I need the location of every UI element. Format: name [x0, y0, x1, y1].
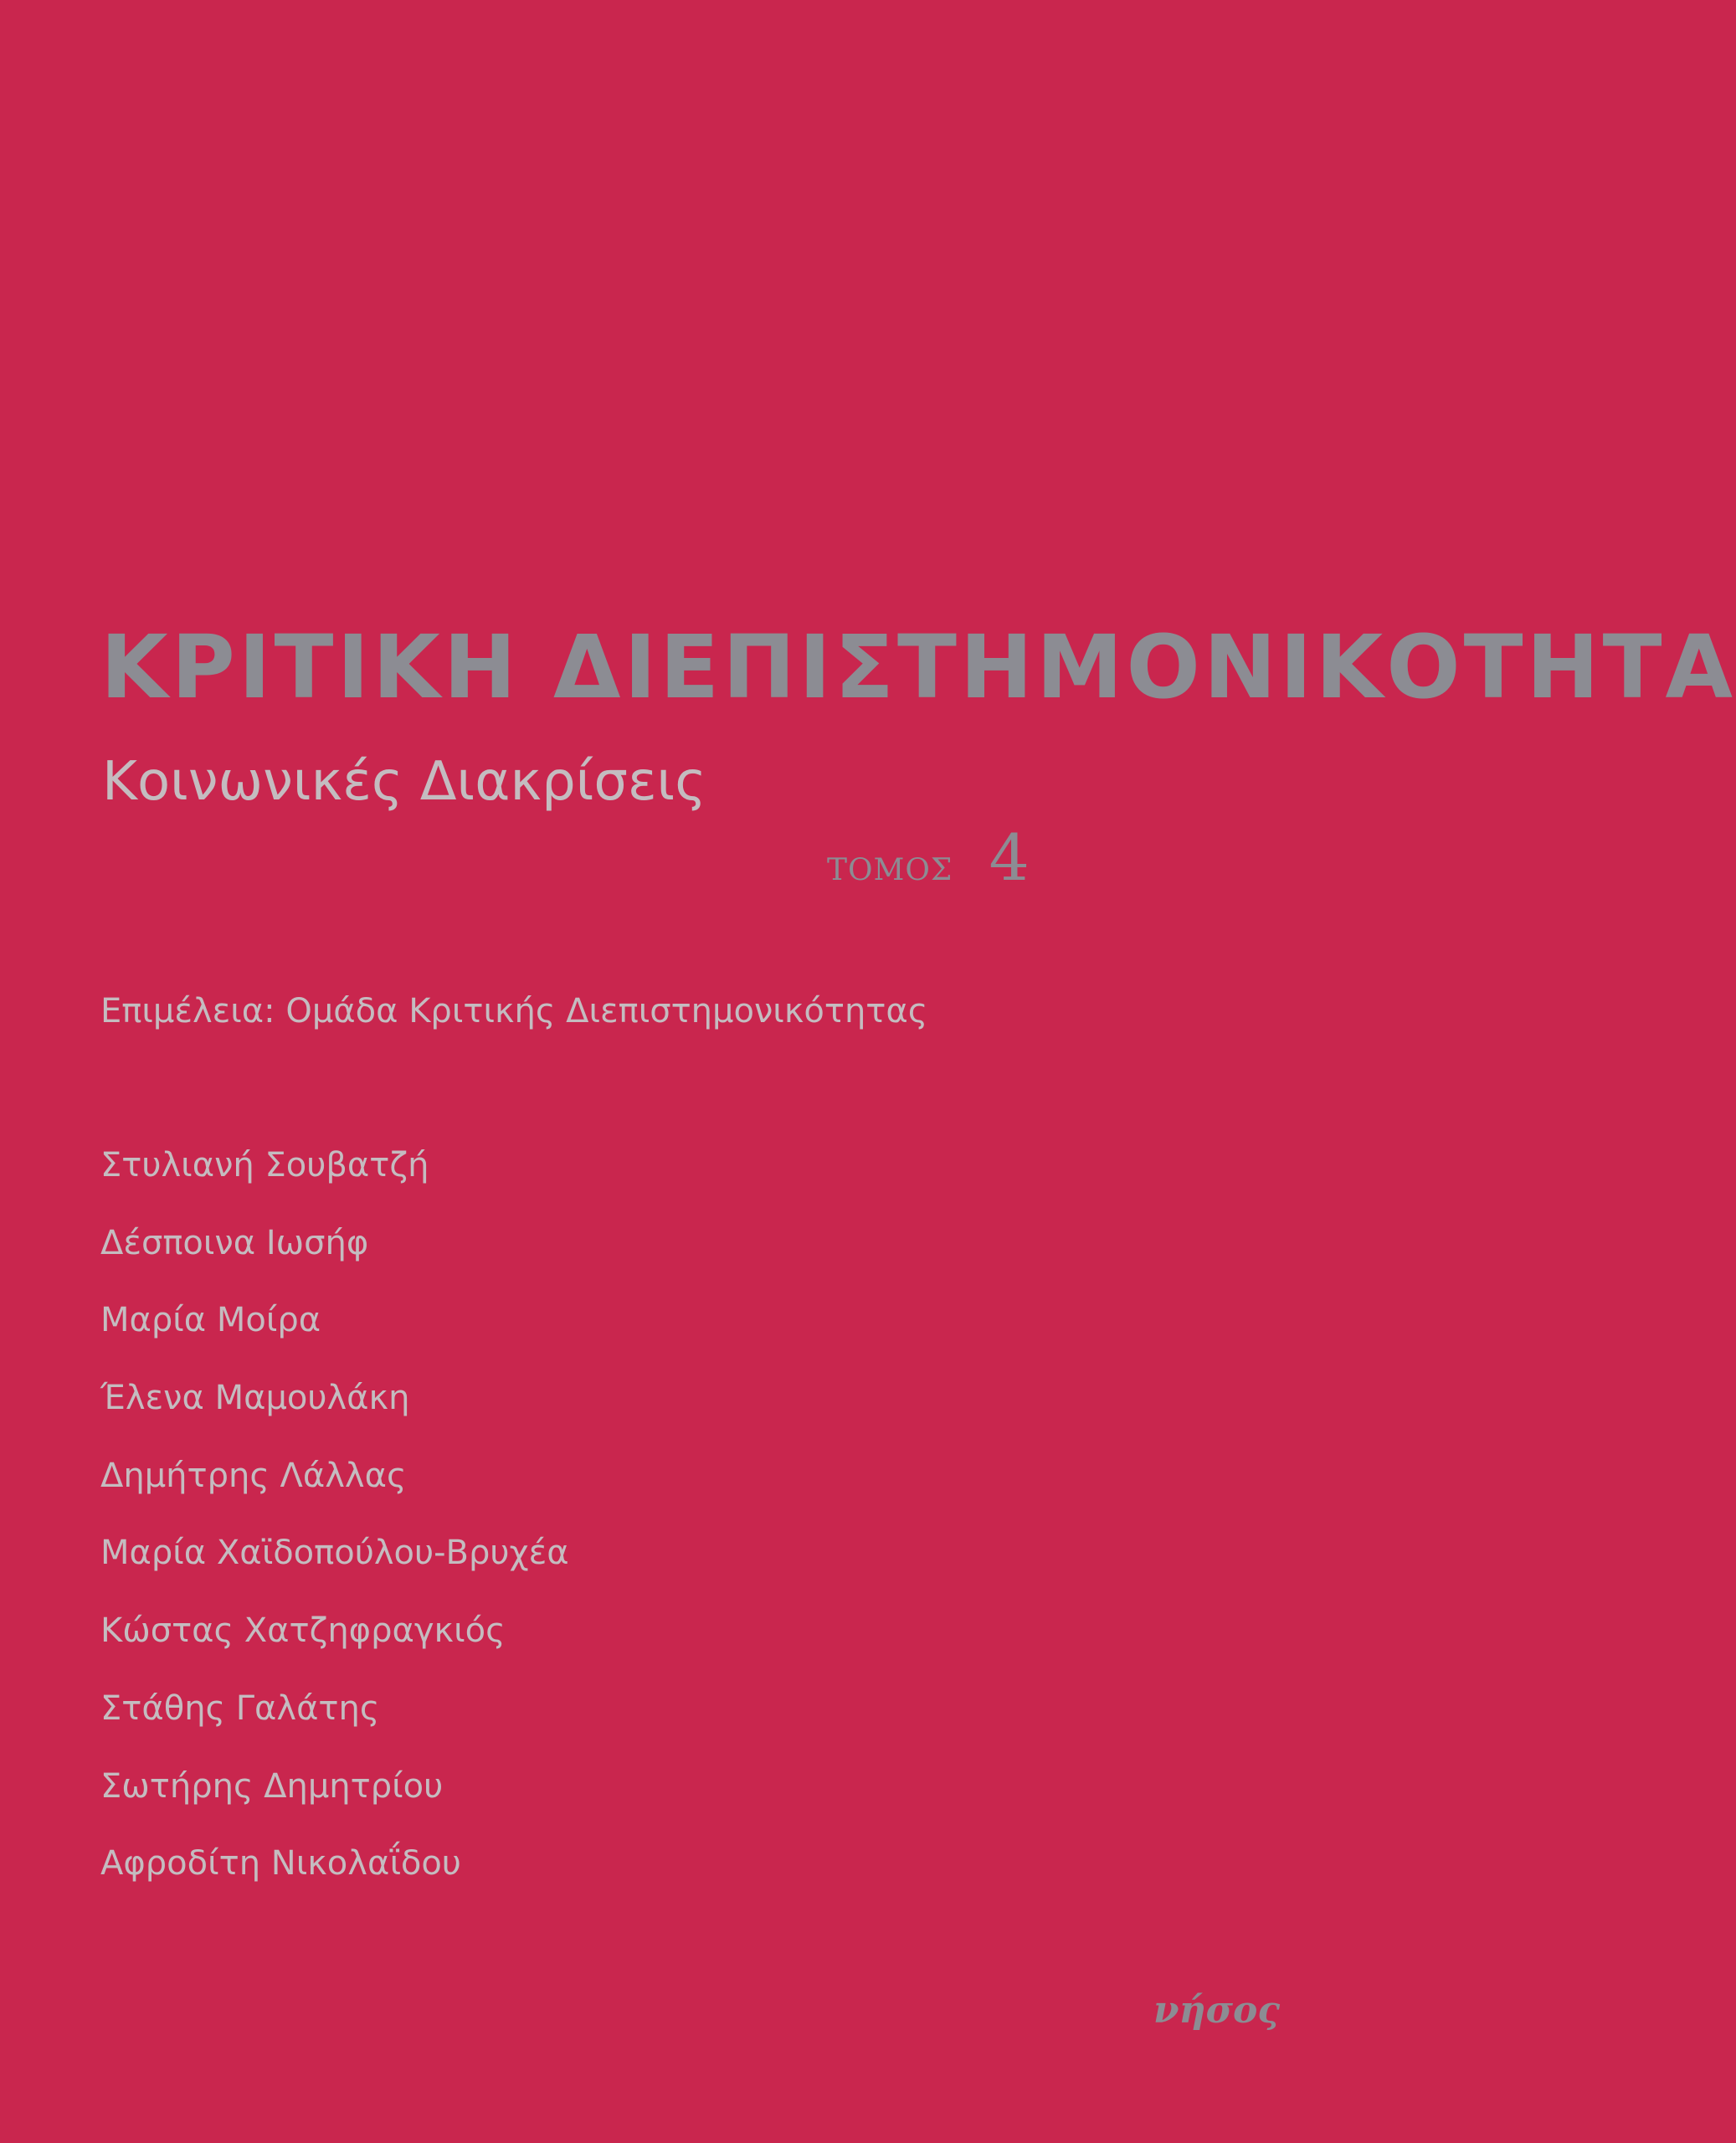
author-name: Αφροδίτη Νικολαΐδου	[100, 1844, 461, 1883]
volume-indicator	[827, 820, 1030, 895]
author-name: Κώστας Χατζηφραγκιός	[100, 1611, 506, 1651]
book-subtitle: Κοινωνικές Διακρίσεις	[102, 751, 706, 813]
publisher-logo: νήσος	[1153, 1989, 1281, 2032]
book-title: ΚΡΙΤΙΚΗ ΔΙΕΠΙΣΤΗΜΟΝΙΚΟΤΗΤΑ	[100, 616, 1736, 718]
author-name: Έλενα Μαμουλάκη	[100, 1379, 410, 1418]
author-name: Δημήτρης Λάλλας	[100, 1456, 407, 1495]
author-name: Μαρία Μοίρα	[100, 1301, 321, 1340]
editor-credit: Επιμέλεια: Ομάδα Κριτικής Διεπιστημονικότητας	[100, 992, 928, 1030]
volume-number: 4	[989, 820, 1030, 895]
author-name: Δέσποινα Ιωσήφ	[100, 1223, 369, 1262]
volume-label: ΤΟΜΟΣ	[827, 853, 953, 887]
author-name: Στάθης Γαλάτης	[100, 1688, 380, 1728]
author-name: Μαρία Χαϊδοπούλου-Βρυχέα	[100, 1534, 569, 1573]
author-name: Στυλιανή Σουβατζή	[100, 1146, 429, 1185]
author-name: Σωτήρης Δημητρίου	[100, 1766, 444, 1806]
author-list	[100, 1146, 569, 1925]
